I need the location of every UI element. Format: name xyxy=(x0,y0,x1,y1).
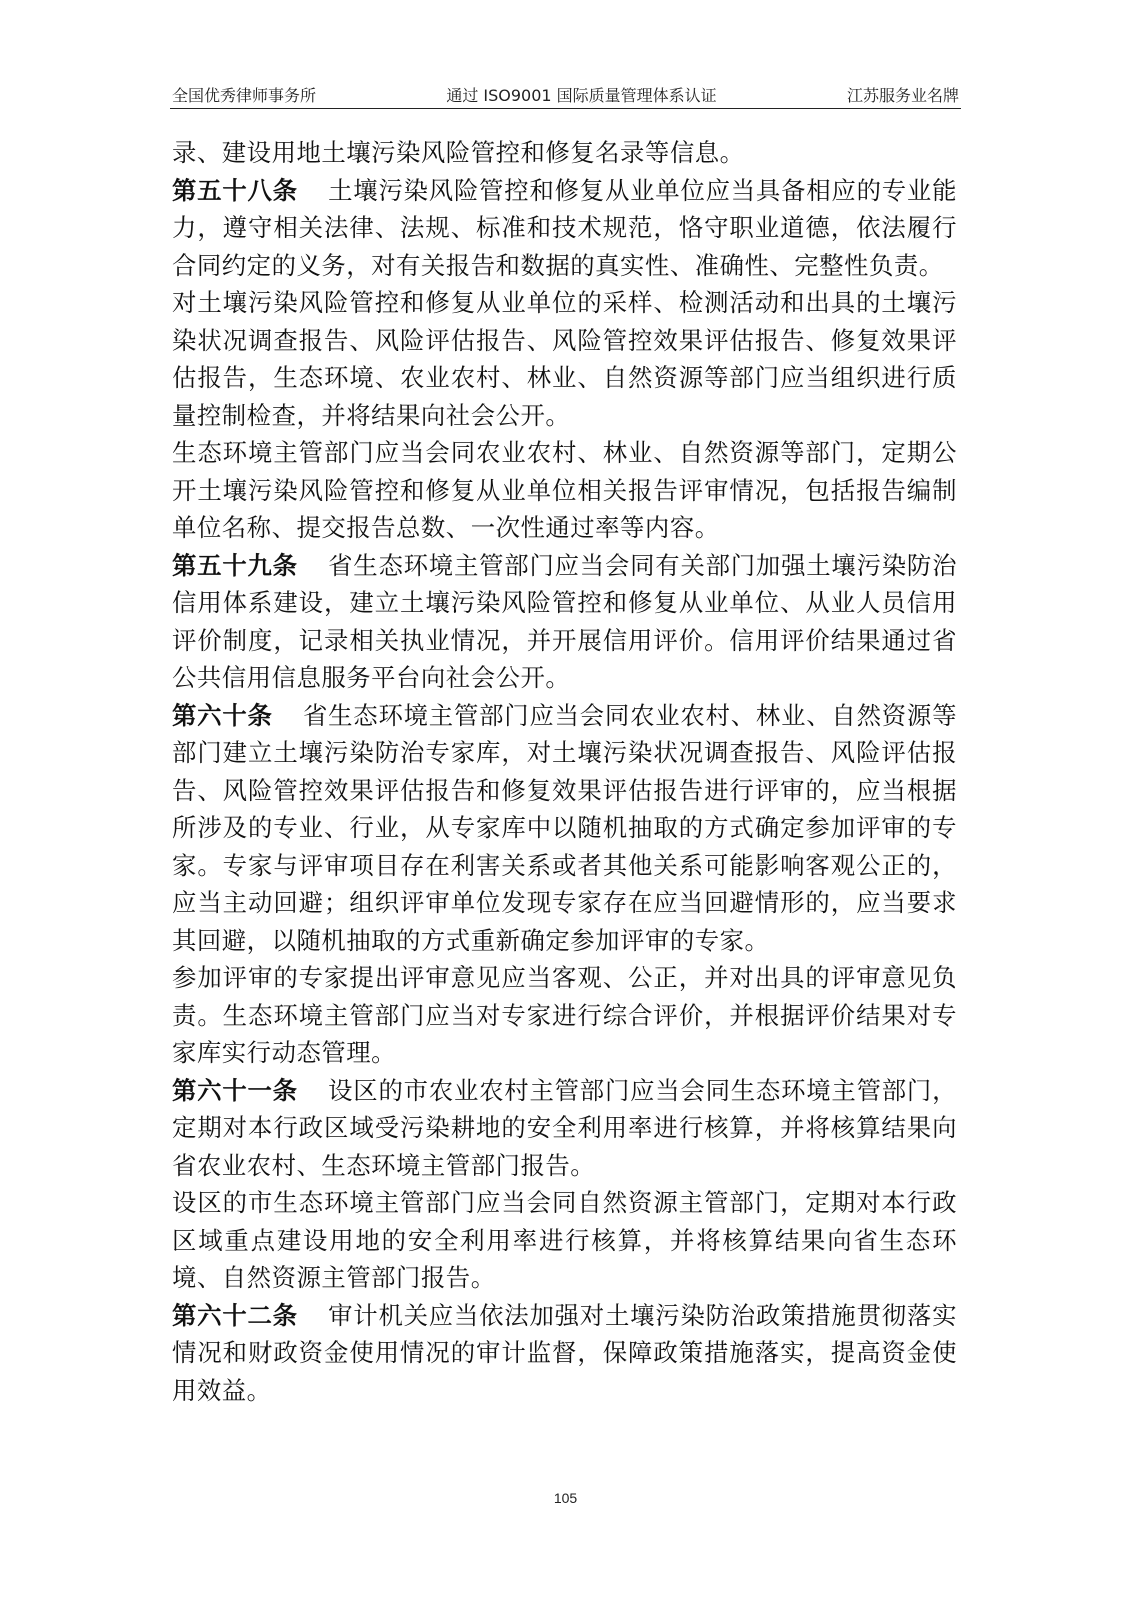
paragraph-text: 省生态环境主管部门应当会同有关部门加强土壤污染防治信用体系建设，建立土壤污染风险管控和修复从业单位、从业人员信用评价制度，记录相关执业情况，并开展信用评价。信用评价结果通过省公共信用信息服务平台向社会公开。 xyxy=(172,550,957,692)
article-number: 第六十一条 xyxy=(172,1075,298,1105)
article-number: 第六十二条 xyxy=(172,1300,298,1330)
paragraph xyxy=(172,134,957,172)
paragraph-text: 录、建设用地土壤污染风险管控和修复名录等信息。 xyxy=(172,138,745,167)
article-paragraph xyxy=(172,547,957,697)
header-right-text: 江苏服务业名牌 xyxy=(846,86,959,105)
article-paragraph xyxy=(172,1072,957,1185)
article-paragraph xyxy=(172,1297,957,1410)
document-body xyxy=(172,134,957,1409)
header-center-text: 通过 ISO9001 国际质量管理体系认证 xyxy=(446,86,717,105)
article-number: 第五十八条 xyxy=(172,175,298,205)
paragraph-text: 参加评审的专家提出评审意见应当客观、公正，并对出具的评审意见负责。生态环境主管部门应当对专家进行综合评价，并根据评价结果对专家库实行动态管理。 xyxy=(172,963,957,1067)
page-header xyxy=(172,78,959,106)
paragraph-text: 设区的市生态环境主管部门应当会同自然资源主管部门，定期对本行政区域重点建设用地的安全利用率进行核算，并将核算结果向省生态环境、自然资源主管部门报告。 xyxy=(172,1188,957,1292)
page-number: 105 xyxy=(553,1490,578,1506)
paragraph xyxy=(172,284,957,434)
paragraph xyxy=(172,959,957,1072)
paragraph-text: 对土壤污染风险管控和修复从业单位的采样、检测活动和出具的土壤污染状况调查报告、风险评估报告、风险管控效果评估报告、修复效果评估报告，生态环境、农业农村、林业、自然资源等部门应当组织进行质量控制检查，并将结果向社会公开。 xyxy=(172,288,957,430)
header-divider xyxy=(170,108,961,109)
article-paragraph xyxy=(172,172,957,285)
paragraph-text: 生态环境主管部门应当会同农业农村、林业、自然资源等部门，定期公开土壤污染风险管控和修复从业单位相关报告评审情况，包括报告编制单位名称、提交报告总数、一次性通过率等内容。 xyxy=(172,438,957,542)
paragraph-text: 省生态环境主管部门应当会同农业农村、林业、自然资源等部门建立土壤污染防治专家库，对土壤污染状况调查报告、风险评估报告、风险管控效果评估报告和修复效果评估报告进行评审的，应当根据所涉及的专业、行业，从专家库中以随机抽取的方式确定参加评审的专家。专家与评审项目存在利害关系或者其他关系可能影响客观公正的，应当主动回避；组织评审单位发现专家存在应当回避情形的，应当要求其回避，以随机抽取的方式重新确定参加评审的专家。 xyxy=(172,700,957,955)
article-number: 第五十九条 xyxy=(172,550,298,580)
paragraph-text: 审计机关应当依法加强对土壤污染防治政策措施贯彻落实情况和财政资金使用情况的审计监督，保障政策措施落实，提高资金使用效益。 xyxy=(172,1300,957,1405)
paragraph xyxy=(172,1184,957,1297)
article-paragraph xyxy=(172,697,957,960)
header-left-text: 全国优秀律师事务所 xyxy=(172,86,317,105)
paragraph-text: 设区的市农业农村主管部门应当会同生态环境主管部门，定期对本行政区域受污染耕地的安全利用率进行核算，并将核算结果向省农业农村、生态环境主管部门报告。 xyxy=(172,1075,957,1180)
article-number: 第六十条 xyxy=(172,700,273,730)
paragraph xyxy=(172,434,957,547)
paragraph-text: 土壤污染风险管控和修复从业单位应当具备相应的专业能力，遵守相关法律、法规、标准和技术规范，恪守职业道德，依法履行合同约定的义务，对有关报告和数据的真实性、准确性、完整性负责。 xyxy=(172,175,957,280)
